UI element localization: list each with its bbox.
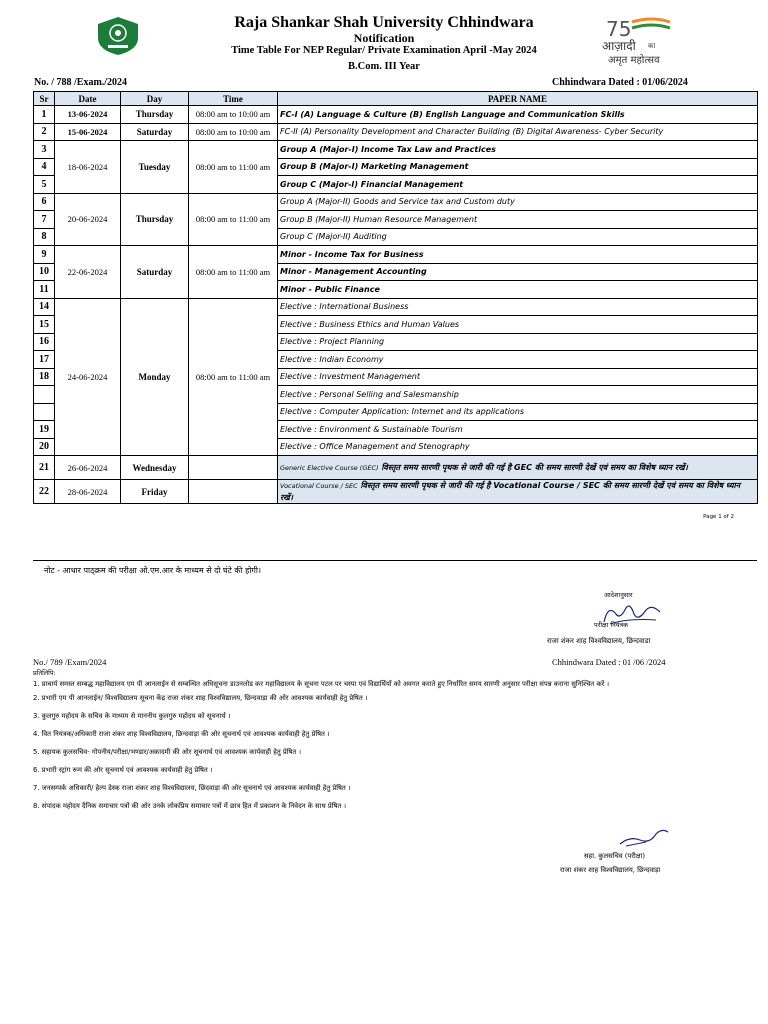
row-sr: 14 bbox=[34, 298, 55, 316]
row-time-empty bbox=[189, 456, 278, 480]
row-sr bbox=[34, 403, 55, 421]
list-item: 4. वित नियंत्रक/अधिकारी राजा शंकर शाह विश्वविद्यालय, छिन्दवाड़ा की ओर सूचनार्थ एवं आवश्यक कार्यवाही हेतु प्रेषित । bbox=[33, 730, 330, 738]
table-header-row bbox=[34, 92, 758, 106]
row-paper: Elective : International Business bbox=[278, 298, 758, 316]
row-paper: Minor - Public Finance bbox=[278, 281, 758, 299]
row-time: 08:00 am to 11:00 am bbox=[189, 141, 278, 194]
table-row bbox=[34, 193, 758, 211]
copy-number: No./ 789 /Exam/2024 bbox=[33, 657, 107, 667]
row-paper bbox=[278, 456, 758, 480]
row-sr bbox=[34, 386, 55, 404]
row-time: 08:00 am to 11:00 am bbox=[189, 193, 278, 246]
signature2-icon bbox=[616, 826, 672, 850]
list-item: 2. प्रभारी एम पी आनलाईन/ विश्वविद्यालय सूचना केंद्र राजा शंकर शाह विश्वविद्यालय, छिन्दवाड़ा की ओर आवश्यक कार्यवाही हेतु प्रेषित । bbox=[33, 694, 368, 702]
azadi-line2-text: अमृत महोत्सव bbox=[608, 55, 660, 66]
gec-instruction: विस्तृत समय सारणी पृथक से जारी की गई है GEC की समय सारणी देखें एवं समय का विशेष ध्यान रखें। bbox=[378, 462, 688, 472]
table-row bbox=[34, 246, 758, 264]
row-time: 08:00 am to 11:00 am bbox=[189, 298, 278, 456]
list-item: 8. संपादक महोदय दैनिक समाचार पत्रों की ओर उनके लोकप्रिय समाचार पत्रों में छात्र हित में प्रकाशन के निवेदन के साथ प्रेषित । bbox=[33, 802, 347, 810]
table-row bbox=[34, 456, 758, 480]
row-sr: 5 bbox=[34, 176, 55, 194]
table-row bbox=[34, 298, 758, 316]
signature2-designation: सहा. कुलसचिव (परीक्षा) bbox=[584, 852, 646, 860]
list-item: 1. प्राचार्य समस्त सम्बद्ध महाविद्यालय एम पी आनलाईन से सम्बन्धित अधिसूचना डाउनलोड कर महाविद्यालय के सूचना पटल पर चस्पा एवं विद्यार्थियों को अवगत कराते हुए निर्धारित समय सारणी अनुसार परीक्षा संपन्न कराना सुनिश्चित करें । bbox=[33, 680, 610, 688]
page-number: Page 1 of 2 bbox=[703, 514, 734, 520]
document-header bbox=[0, 0, 768, 80]
signature1-designation: परीक्षा नियंत्रक bbox=[594, 621, 629, 629]
row-paper: Elective : Indian Economy bbox=[278, 351, 758, 369]
azadi-ka-amrit-mahotsav-logo-icon bbox=[600, 14, 695, 66]
row-paper: Elective : Environment & Sustainable Tourism bbox=[278, 421, 758, 439]
row-day: Thursday bbox=[121, 193, 189, 246]
row-paper: Group B (Major-II) Human Resource Management bbox=[278, 211, 758, 229]
row-paper: Elective : Investment Management bbox=[278, 368, 758, 386]
row-day: Friday bbox=[121, 480, 189, 504]
copy-list bbox=[33, 678, 733, 818]
signature2-organization: राजा शंकर शाह विश्वविद्यालय, छिन्दवाड़ा bbox=[560, 866, 661, 874]
table-row bbox=[34, 141, 758, 159]
row-paper: Group C (Major-II) Auditing bbox=[278, 228, 758, 246]
list-item: 3. कुलगुरु महोदय के सचिव के माध्यम से माननीय कुलगुरु महोदय को सूचनार्थ । bbox=[33, 712, 231, 720]
row-sr: 18 bbox=[34, 368, 55, 386]
row-paper: Group B (Major-I) Marketing Management bbox=[278, 158, 758, 176]
row-day: Monday bbox=[121, 298, 189, 456]
row-sr: 11 bbox=[34, 281, 55, 299]
table-row bbox=[34, 480, 758, 504]
row-sr: 4 bbox=[34, 158, 55, 176]
row-time: 08:00 am to 10:00 am bbox=[189, 106, 278, 124]
table-row bbox=[34, 123, 758, 141]
row-date: 18-06-2024 bbox=[55, 141, 121, 194]
table-row bbox=[34, 106, 758, 124]
vocational-course-label: Vocational Course / SEC bbox=[280, 482, 358, 490]
row-paper: Group A (Major-II) Goods and Service tax and Custom duty bbox=[278, 193, 758, 211]
row-sr: 16 bbox=[34, 333, 55, 351]
row-time: 08:00 am to 10:00 am bbox=[189, 123, 278, 141]
copy-label: प्रतिलिपि: bbox=[33, 669, 56, 677]
row-paper: Elective : Computer Application: Internet and its applications bbox=[278, 403, 758, 421]
exam-timetable bbox=[33, 91, 758, 504]
notification-date: Chhindwara Dated : 01/06/2024 bbox=[552, 77, 688, 88]
vocational-instruction: विस्तृत समय सारणी पृथक से जारी की गई है Vocational Course / SEC की समय सारणी देखें एवं समय का विशेष ध्यान रखें। bbox=[280, 481, 741, 502]
row-sr: 8 bbox=[34, 228, 55, 246]
divider bbox=[33, 560, 757, 561]
header-day: Day bbox=[121, 92, 189, 106]
row-paper: Minor - Management Accounting bbox=[278, 263, 758, 281]
row-sr: 15 bbox=[34, 316, 55, 334]
row-paper: FC-II (A) Personality Development and Character Building (B) Digital Awareness- Cyber Security bbox=[278, 123, 758, 141]
row-sr: 22 bbox=[34, 480, 55, 504]
row-paper: Minor - Income Tax for Business bbox=[278, 246, 758, 264]
row-date: 24-06-2024 bbox=[55, 298, 121, 456]
row-paper: Elective : Office Management and Stenography bbox=[278, 438, 758, 456]
notification-heading: Notification bbox=[353, 31, 415, 45]
copy-date: Chhindwara Dated : 01 /06 /2024 bbox=[552, 657, 666, 667]
list-item: 6. प्रभारी स्ट्रांग रूम की ओर सूचनार्थ एवं आवश्यक कार्यवाही हेतु प्रेषित । bbox=[33, 766, 213, 774]
row-day: Saturday bbox=[121, 123, 189, 141]
azadi-ka-text: का bbox=[648, 42, 656, 50]
row-sr: 3 bbox=[34, 141, 55, 159]
header-sr: Sr bbox=[34, 92, 55, 106]
row-day: Wednesday bbox=[121, 456, 189, 480]
signature1-organization: राजा शंकर शाह विश्वविद्यालय, छिन्दवाडा bbox=[547, 637, 651, 645]
row-paper: Elective : Business Ethics and Human Values bbox=[278, 316, 758, 334]
row-date: 13-06-2024 bbox=[55, 106, 121, 124]
row-paper: Group C (Major-I) Financial Management bbox=[278, 176, 758, 194]
header-date: Date bbox=[55, 92, 121, 106]
row-paper: Elective : Project Planning bbox=[278, 333, 758, 351]
azadi-line1-text: आज़ादी bbox=[602, 39, 636, 53]
row-day: Saturday bbox=[121, 246, 189, 299]
university-name: Raja Shankar Shah University Chhindwara bbox=[234, 14, 534, 31]
row-sr: 10 bbox=[34, 263, 55, 281]
list-item: 7. जनसम्पर्क अधिकारी/ हेल्प डेस्क राजा शंकर शाह विश्वविद्यालय, छिंदवाड़ा की ओर सूचनार्थ एवं आवश्यक कार्यवाही हेतु प्रेषित । bbox=[33, 784, 351, 792]
note-text: नोट - आधार पाठ्क्रम की परीक्षा ओ.एम.आर के माध्यम से दो घंटे की होगी। bbox=[44, 566, 262, 575]
row-time: 08:00 am to 11:00 am bbox=[189, 246, 278, 299]
list-item: 5. सहायक कुलसचिव- गोपनीय/परीक्षा/भण्डार/अकादमी की ओर सूचनार्थ एवं आवश्यक कार्यवाही हेतु प्रेषित । bbox=[33, 748, 302, 756]
row-paper: Elective : Personal Selling and Salesmanship bbox=[278, 386, 758, 404]
row-sr: 6 bbox=[34, 193, 55, 211]
header-paper-name: PAPER NAME bbox=[278, 92, 758, 106]
row-sr: 9 bbox=[34, 246, 55, 264]
row-sr: 2 bbox=[34, 123, 55, 141]
timetable-title: Time Table For NEP Regular/ Private Examination April -May 2024 bbox=[231, 45, 537, 56]
row-date: 26-06-2024 bbox=[55, 456, 121, 480]
row-sr: 20 bbox=[34, 438, 55, 456]
row-paper: Group A (Major-I) Income Tax Law and Practices bbox=[278, 141, 758, 159]
row-day: Tuesday bbox=[121, 141, 189, 194]
header-time: Time bbox=[189, 92, 278, 106]
course-year: B.Com. III Year bbox=[348, 61, 420, 72]
azadi-75-text: 75 bbox=[606, 17, 632, 41]
row-date: 28-06-2024 bbox=[55, 480, 121, 504]
row-sr: 17 bbox=[34, 351, 55, 369]
row-date: 20-06-2024 bbox=[55, 193, 121, 246]
row-time-empty bbox=[189, 480, 278, 504]
row-sr: 21 bbox=[34, 456, 55, 480]
row-sr: 19 bbox=[34, 421, 55, 439]
row-date: 22-06-2024 bbox=[55, 246, 121, 299]
row-date: 15-06-2024 bbox=[55, 123, 121, 141]
row-sr: 7 bbox=[34, 211, 55, 229]
notification-number: No. / 788 /Exam./2024 bbox=[34, 77, 128, 88]
row-paper bbox=[278, 480, 758, 504]
row-day: Thursday bbox=[121, 106, 189, 124]
gec-course-label: Generic Elective Course (GEC) bbox=[280, 463, 379, 472]
row-sr: 1 bbox=[34, 106, 55, 124]
signature1-label: आदेशानुसार bbox=[604, 591, 633, 599]
row-paper: FC-I (A) Language & Culture (B) English Language and Communication Skills bbox=[278, 106, 758, 124]
